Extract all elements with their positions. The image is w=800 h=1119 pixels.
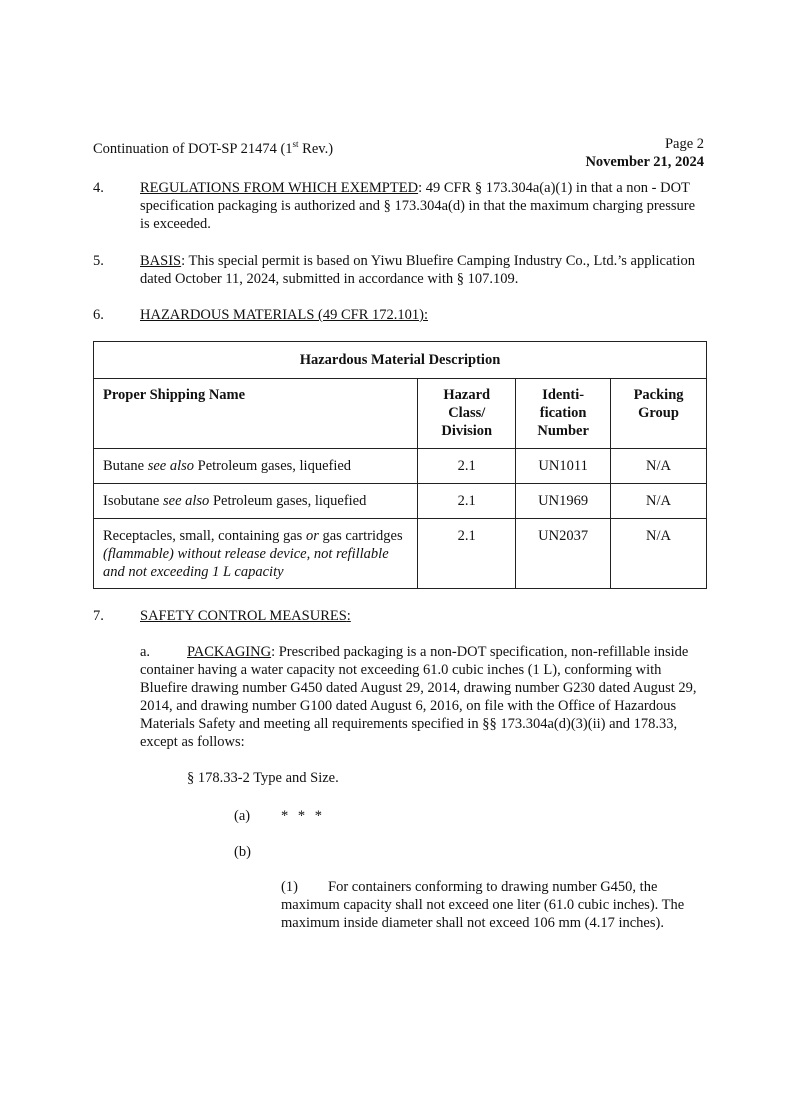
section-7 <box>93 607 705 627</box>
cell-shipping-name: Butane see also Petroleum gases, liquefied <box>94 449 418 484</box>
section-5 <box>93 252 705 290</box>
cell-identification: UN1011 <box>516 449 611 484</box>
header-permit-reference: Continuation of DOT-SP 21474 (1st Rev.) <box>93 139 334 157</box>
section-text: BASIS: This special permit is based on Yiwu Bluefire Camping Industry Co., Ltd.’s application dated October 11, 2024, submitted in accordance with § 107.109. <box>140 253 695 287</box>
packaging-paragraph: a. PACKAGING: Prescribed packaging is a non-DOT specification, non-refillable inside container having a water capacity not exceeding 61.0 cubic inches (1 L), conforming with Bluefire drawing number G450 dated August 29, 2014, drawing number G230 dated August 29, 2014, and drawing number G100 dated August 6, 2016, on file with the Office of Hazardous Materials Safety and meeting all requirements specified in §§ 173.304a(d)(3)(ii) and 178.33, except as follows: <box>140 644 697 750</box>
cell-packing-group: N/A <box>611 484 707 519</box>
cell-hazard-class: 2.1 <box>418 519 516 589</box>
page-number: Page 2 <box>664 136 704 152</box>
cell-hazard-class: 2.1 <box>418 449 516 484</box>
section-number: 5. <box>93 253 104 269</box>
table-caption-row <box>94 342 707 379</box>
paragraph-label: a. <box>140 644 151 660</box>
section-text: REGULATIONS FROM WHICH EXEMPTED: 49 CFR § 173.304a(a)(1) in that a non - DOT specification packaging is authorized and § 173.304a(d) in that the maximum charging pressure is exceeded. <box>140 180 696 232</box>
section-4 <box>93 179 705 235</box>
table-header-row <box>94 379 707 449</box>
table-caption: Hazardous Material Description <box>94 342 707 379</box>
table-row <box>94 519 707 589</box>
section-6 <box>93 306 705 326</box>
issue-date: November 21, 2024 <box>585 154 704 170</box>
subparagraph-a <box>234 807 325 825</box>
subparagraph-label: (a) <box>234 808 251 824</box>
regulation-section-heading: § 178.33-2 Type and Size. <box>187 770 339 786</box>
cell-identification: UN2037 <box>516 519 611 589</box>
section-number: 6. <box>93 307 104 323</box>
subparagraph-b: (b) <box>234 844 251 860</box>
column-header-packing-group: Packing Group <box>611 379 707 449</box>
ellipsis-marker: * * * <box>281 808 325 824</box>
table-row <box>94 484 707 519</box>
header-page-info <box>585 135 704 171</box>
section-heading: REGULATIONS FROM WHICH EXEMPTED <box>140 180 419 196</box>
column-header-hazard-class: Hazard Class/ Division <box>418 379 516 449</box>
section-heading: HAZARDOUS MATERIALS (49 CFR 172.101) <box>140 307 424 323</box>
section-heading: BASIS <box>140 253 182 269</box>
section-number: 4. <box>93 180 104 196</box>
cell-packing-group: N/A <box>611 449 707 484</box>
table-row <box>94 449 707 484</box>
column-header-shipping-name: Proper Shipping Name <box>94 379 418 449</box>
cell-hazard-class: 2.1 <box>418 484 516 519</box>
hazardous-materials-table <box>93 341 707 589</box>
cell-shipping-name: Receptacles, small, containing gas or gas cartridges (flammable) without release device, not refillable and not exceeding 1 L capacity <box>94 519 418 589</box>
subparagraph-1: (1) For containers conforming to drawing number G450, the maximum capacity shall not exceed one liter (61.0 cubic inches). The maximum inside diameter shall not exceed 106 mm (4.17 inches). <box>281 879 685 931</box>
subparagraph-label: (1) <box>281 879 298 895</box>
section-heading: SAFETY CONTROL MEASURES <box>140 608 347 624</box>
cell-shipping-name: Isobutane see also Petroleum gases, liquefied <box>94 484 418 519</box>
section-number: 7. <box>93 608 104 624</box>
column-header-identification: Identi- fication Number <box>516 379 611 449</box>
cell-packing-group: N/A <box>611 519 707 589</box>
paragraph-heading: PACKAGING <box>187 644 272 660</box>
section-text: HAZARDOUS MATERIALS (49 CFR 172.101): <box>140 307 429 323</box>
section-text: SAFETY CONTROL MEASURES: <box>140 608 351 624</box>
cell-identification: UN1969 <box>516 484 611 519</box>
